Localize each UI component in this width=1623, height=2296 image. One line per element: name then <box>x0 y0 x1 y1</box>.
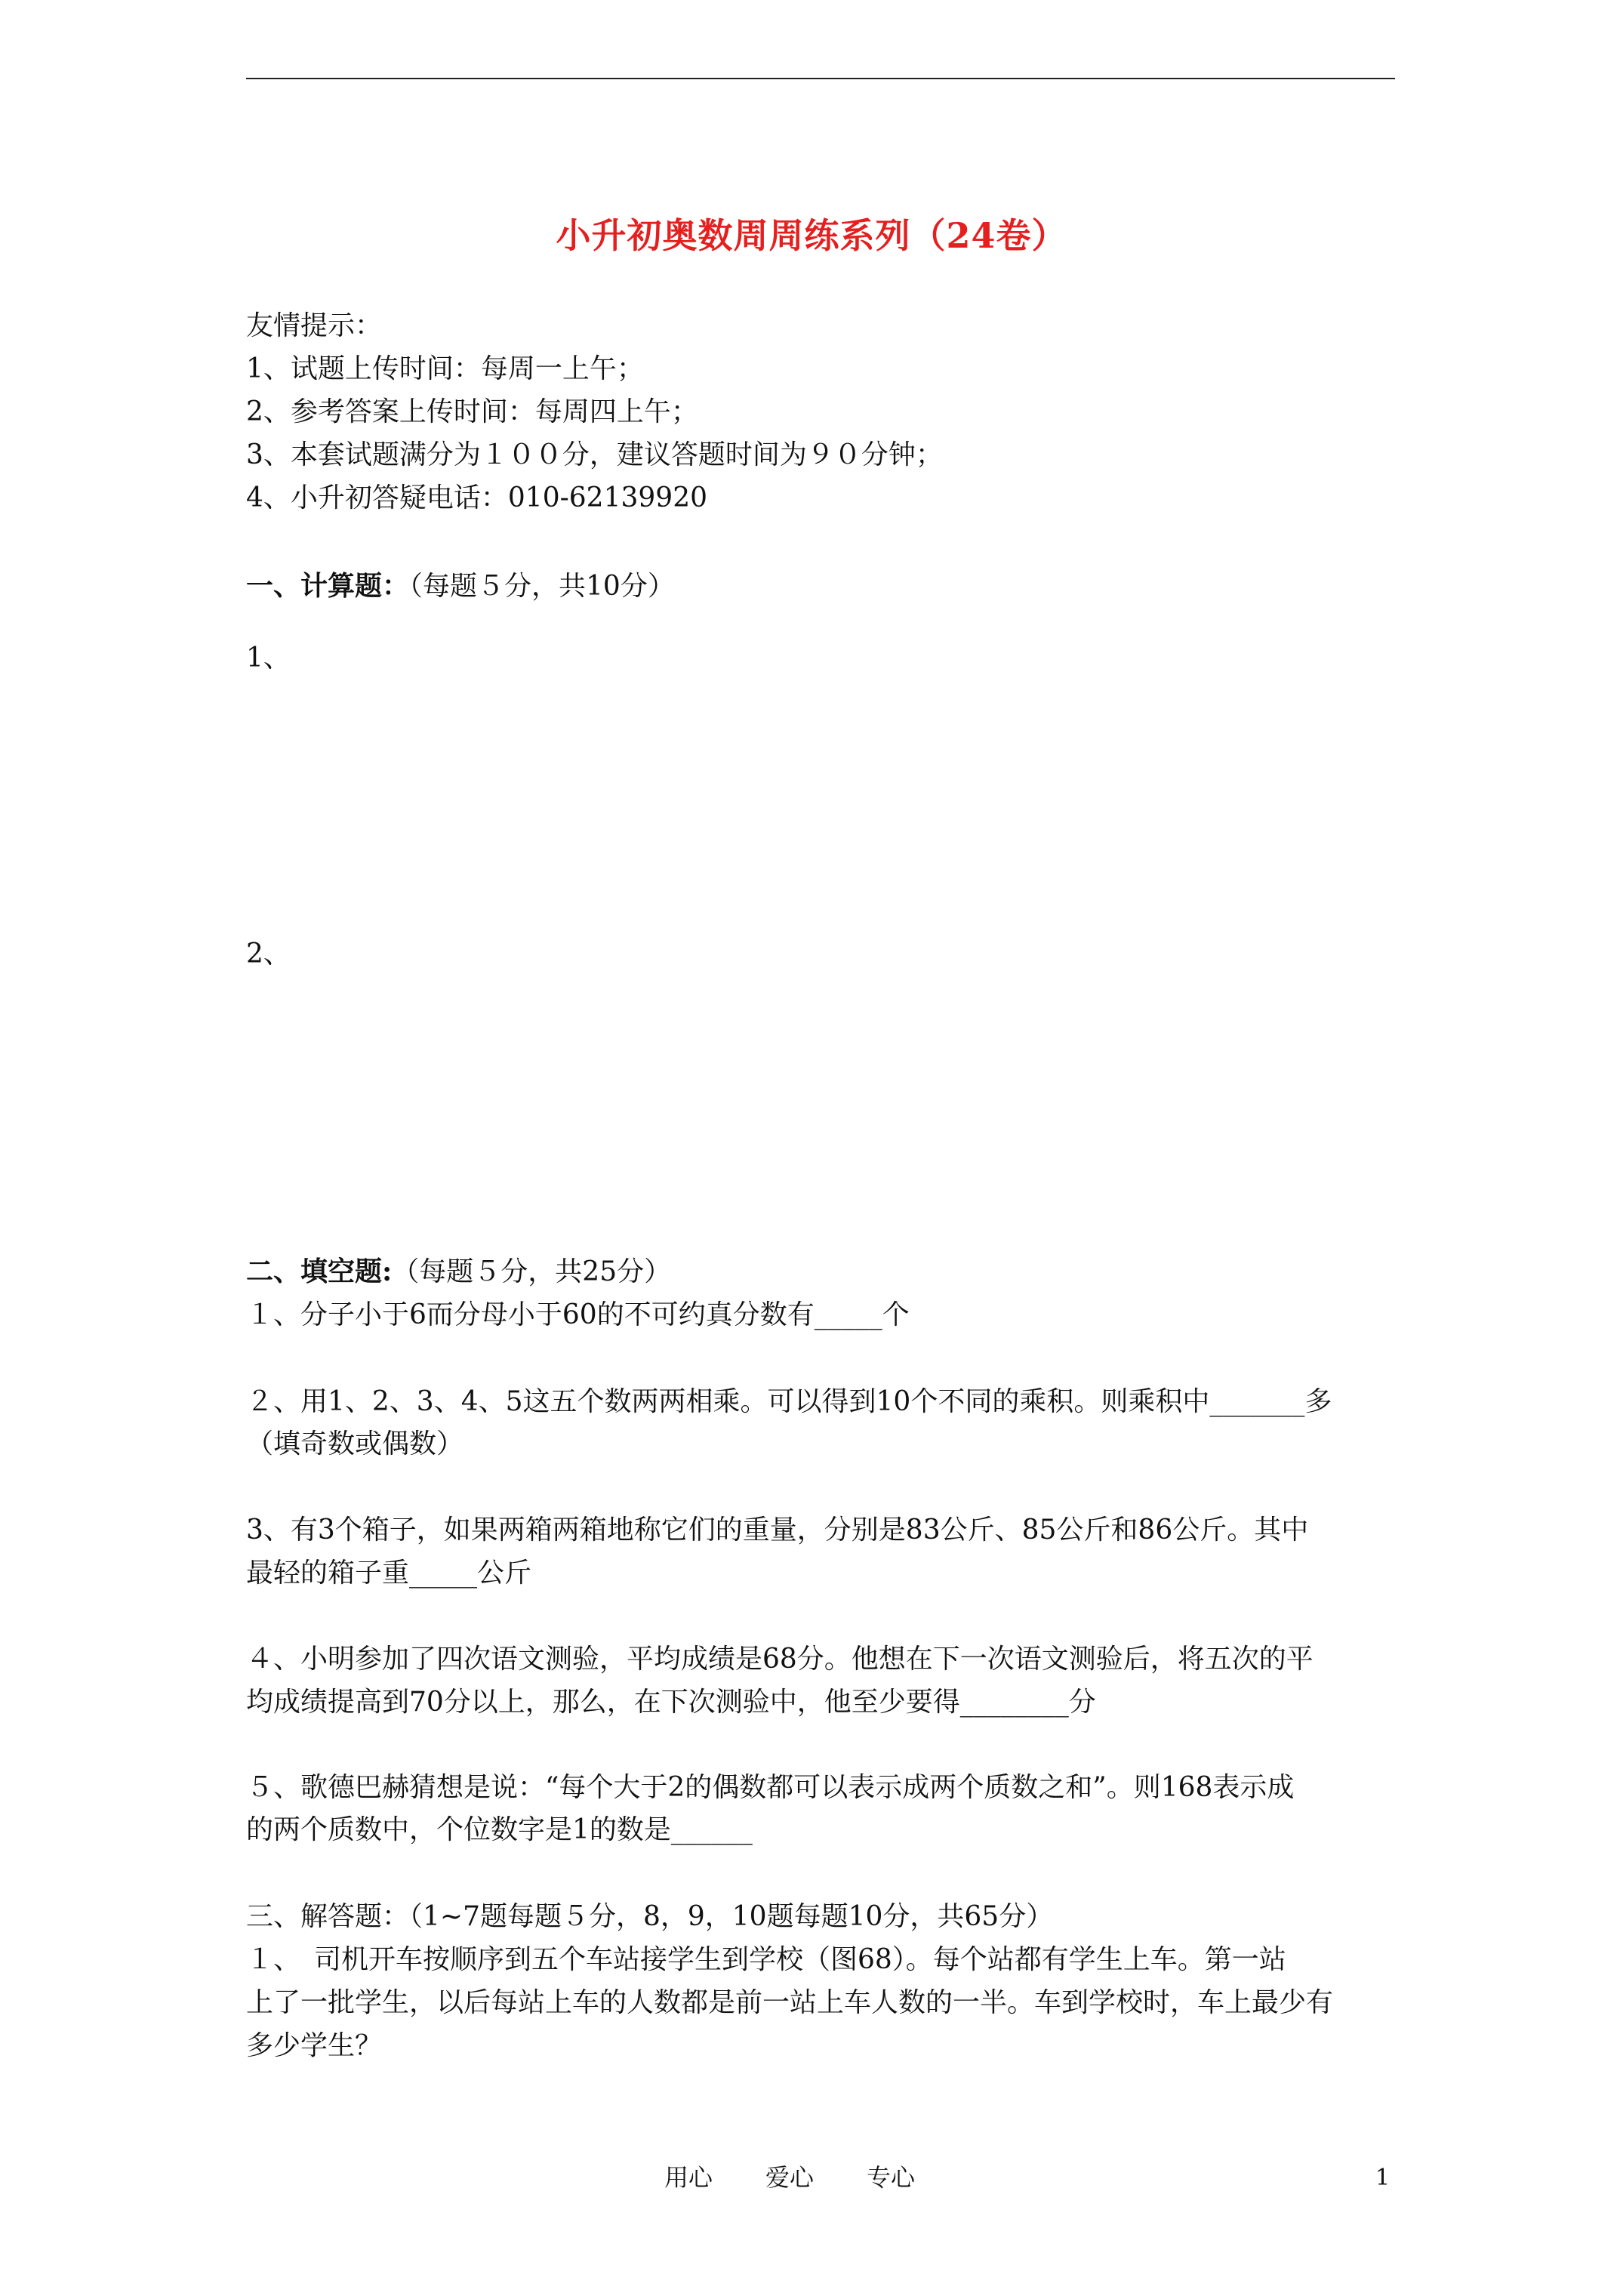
section2-question-2-line-2: （填奇数或偶数） <box>246 1428 464 1459</box>
section2-question-4-line-1: ４、小明参加了四次语文测验，平均成绩是68分。他想在下一次语文测验后，将五次的平 <box>246 1644 1313 1675</box>
section3-heading: 三、解答题：（1~7题每题５分，8，9，10题每题10分，共65分） <box>246 1901 1054 1932</box>
section2-question-3-line-1: 3、有3个箱子，如果两箱两箱地称它们的重量，分别是83公斤、85公斤和86公斤。其中 <box>246 1515 1309 1546</box>
section3-question-1-line-1: １、 司机开车按顺序到五个车站接学生到学校（图68）。每个站都有学生上车。第一站 <box>246 1944 1286 1975</box>
section1-question-1: 1、 <box>246 643 291 673</box>
section2-question-1: １、分子小于6而分母小于60的不可约真分数有_____个 <box>246 1299 910 1330</box>
header-rule <box>246 78 1395 79</box>
section2-question-2-line-1: ２、用1、2、3、4、5这五个数两两相乘。可以得到10个不同的乘积。则乘积中_______多 <box>246 1386 1332 1417</box>
section2-heading-scoring: （每题５分，共25分） <box>392 1256 672 1287</box>
section3-question-1-line-3: 多少学生？ <box>246 2030 383 2061</box>
section1-heading-scoring: （每题５分，共10分） <box>409 571 675 602</box>
section2-heading <box>246 1253 671 1290</box>
page-number: 1 <box>1375 2165 1390 2191</box>
tip-item-3: 3、本套试题满分为１００分，建议答题时间为９０分钟； <box>246 439 943 470</box>
section2-question-5-line-1: ５、歌德巴赫猜想是说：“每个大于2的偶数都可以表示成两个质数之和”。则168表示成 <box>246 1772 1295 1803</box>
section2-heading-label: 二、填空题: <box>246 1256 393 1287</box>
footer-motto-1: 用心 <box>664 2163 713 2192</box>
tip-item-4: 4、小升初答疑电话：010-62139920 <box>246 482 708 513</box>
section1-heading-label: 一、计算题： <box>246 570 410 602</box>
section2-question-4-line-2: 均成绩提高到70分以上，那么，在下次测验中，他至少要得________分 <box>246 1687 1096 1718</box>
footer-motto-3: 专心 <box>867 2163 916 2192</box>
footer-motto-2: 爱心 <box>765 2163 815 2192</box>
section1-heading <box>246 568 675 605</box>
section3-question-1-line-2: 上了一批学生，以后每站上车的人数都是前一站上车人数的一半。车到学校时，车上最少有 <box>246 1987 1334 2018</box>
section2-question-5-line-2: 的两个质数中，个位数字是1的数是______ <box>246 1814 753 1845</box>
section2-question-3-line-2: 最轻的箱子重_____公斤 <box>246 1558 532 1589</box>
footer-motto <box>664 2161 968 2194</box>
page-title: 小升初奥数周周练系列（24卷） <box>556 215 1067 256</box>
tip-item-1: 1、试题上传时间：每周一上午； <box>246 353 644 384</box>
tips-heading: 友情提示： <box>246 310 383 341</box>
tip-item-2: 2、参考答案上传时间：每周四上午； <box>246 396 698 427</box>
section1-question-2: 2、 <box>246 938 291 969</box>
